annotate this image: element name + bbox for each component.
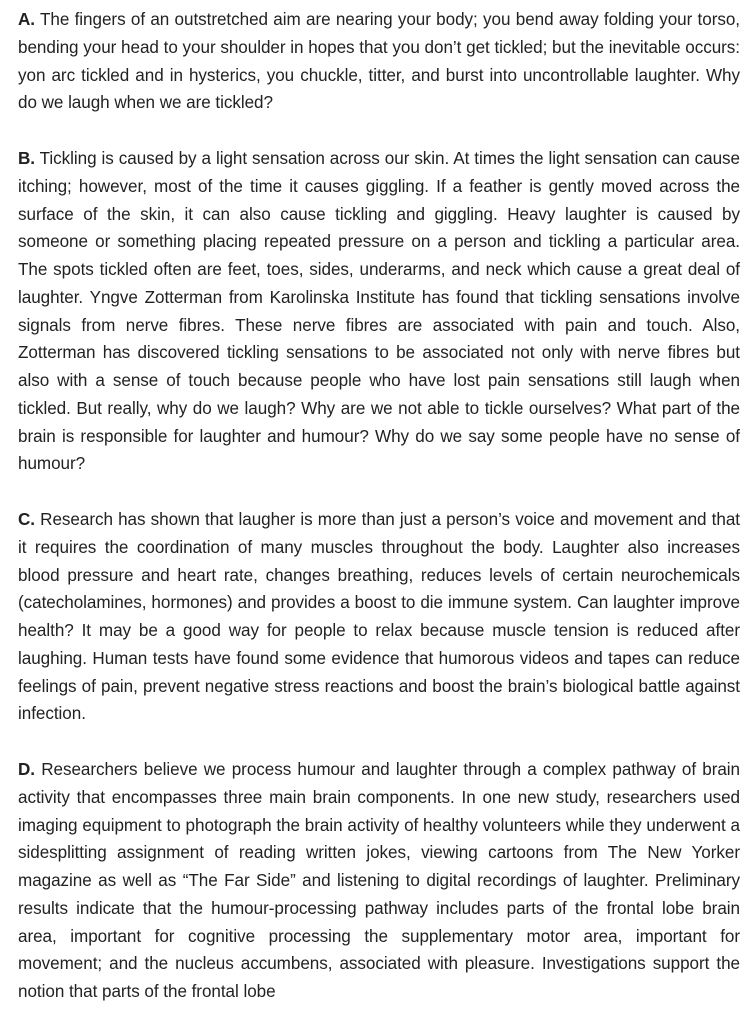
paragraph-letter: B. [18,149,35,168]
paragraph-a [18,6,740,117]
paragraph-letter: D. [18,760,35,779]
paragraph-c [18,506,740,728]
paragraph-letter: C. [18,510,35,529]
paragraph-letter: A. [18,10,35,29]
paragraph-b [18,145,740,478]
paragraph-text: The fingers of an outstretched aim are nearing your body; you bend away folding your torso, bending your head to your shoulder in hopes that you don’t get tickled; but the inevitable occurs: yon arc tickled and in hysterics, you chuckle, titter, and burst into uncontrollable laughter. Why do we laugh when we are tickled? [18,10,740,113]
paragraph-text: Researchers believe we process humour and laughter through a complex pathway of brain activity that encompasses three main brain components. In one new study, researchers used imaging equipment to photograph the brain activity of healthy volunteers while they underwent a sidesplitting assignment of reading written jokes, viewing cartoons from The New Yorker magazine as well as “The Far Side” and listening to digital recordings of laughter. Preliminary results indicate that the humour-processing pathway includes parts of the frontal lobe brain area, important for cognitive processing the supplementary motor area, important for movement; and the nucleus accumbens, associated with pleasure. Investigations support the notion that parts of the frontal lobe [18,760,740,1001]
paragraph-text: Tickling is caused by a light sensation across our skin. At times the light sensation can cause itching; however, most of the time it causes giggling. If a feather is gently moved across the surface of the skin, it can also cause tickling and giggling. Heavy laughter is caused by someone or something placing repeated pressure on a person and tickling a particular area. The spots tickled often are feet, toes, sides, underarms, and neck which cause a great deal of laughter. Yngve Zotterman from Karolinska Institute has found that tickling sensations involve signals from nerve fibres. These nerve fibres are associated with pain and touch. Also, Zotterman has discovered tickling sensations to be associated not only with nerve fibres but also with a sense of touch because people who have lost pain sensations still laugh when tickled. But really, why do we laugh? Why are we not able to tickle ourselves? What part of the brain is responsible for laughter and humour? Why do we say some people have no sense of humour? [18,149,740,474]
paragraph-d [18,756,740,1006]
paragraph-text: Research has shown that laugher is more than just a person’s voice and movement and that it requires the coordination of many muscles throughout the body. Laughter also increases blood pressure and heart rate, changes breathing, reduces levels of certain neurochemicals (catecholamines, hormones) and provides a boost to die immune system. Can laughter improve health? It may be a good way for people to relax because muscle tension is reduced after laughing. Human tests have found some evidence that humorous videos and tapes can reduce feelings of pain, prevent negative stress reactions and boost the brain’s biological battle against infection. [18,510,740,724]
